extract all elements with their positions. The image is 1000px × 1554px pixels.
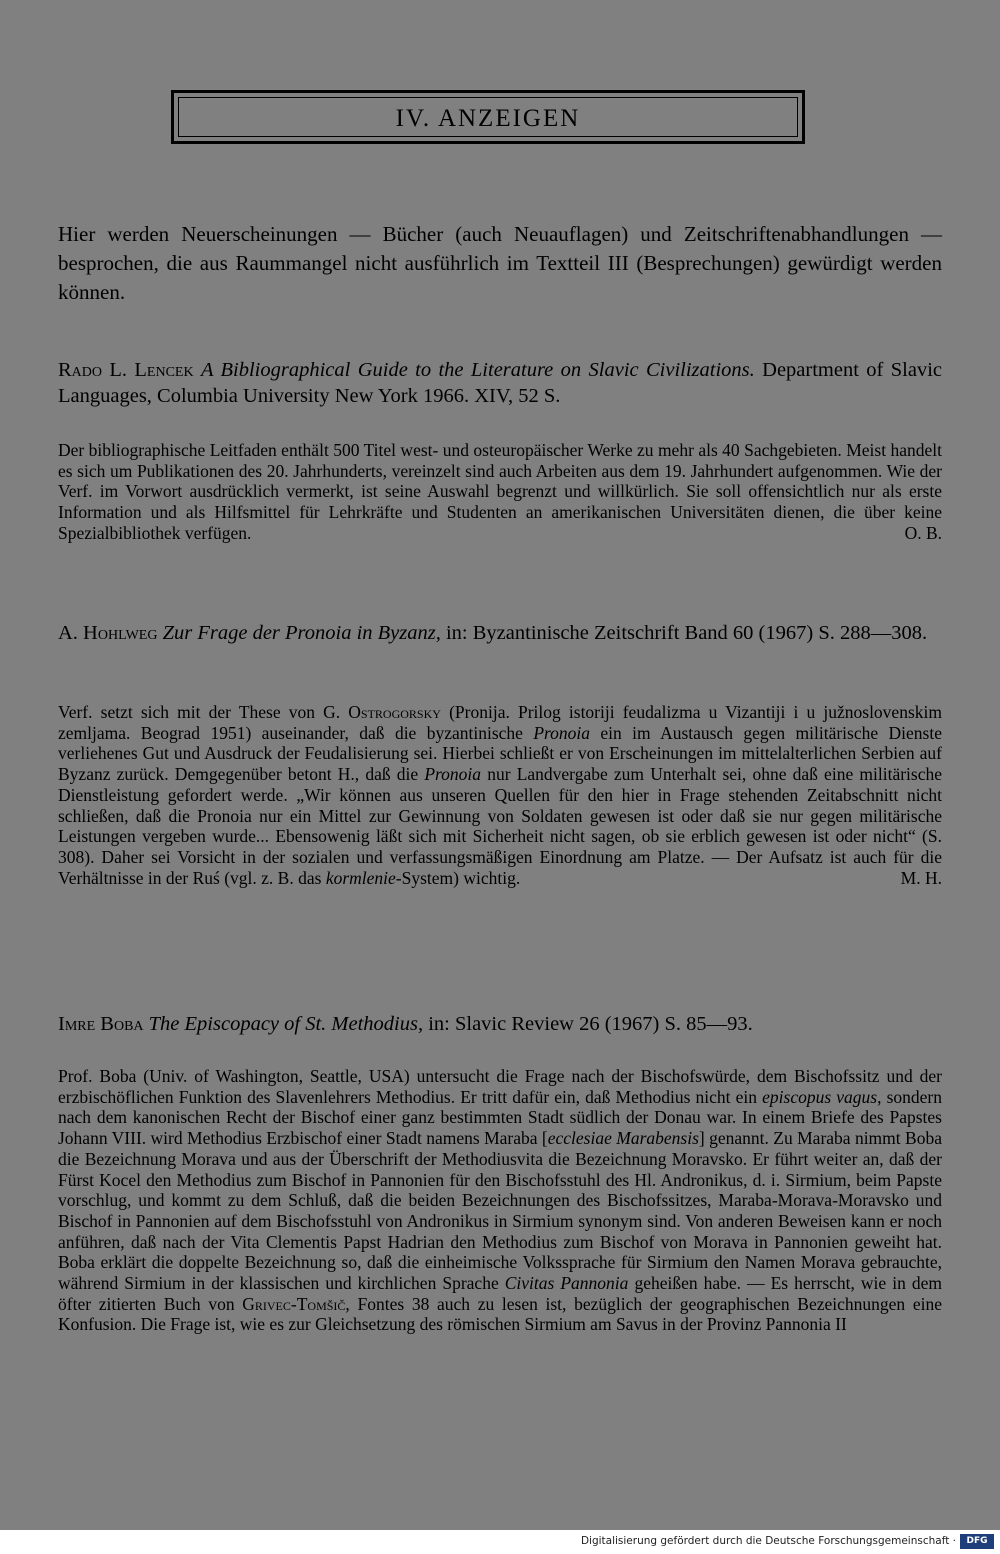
entry-2-publication: in: Byzantinische Zeitschrift Band 60 (1967) S. 288—308. <box>445 622 928 644</box>
footer-bar <box>0 1530 1000 1554</box>
section-heading-box <box>171 90 805 144</box>
entry-1-signature: O. B. <box>904 522 942 543</box>
entry-2-text-5: ein im Austausch gegen militärische Dienste verliehenes Gut und Ausdruck der Feudalisierung sei. Hierbei schließt er von Erscheinungen im mittelalterlichen Serbien auf Byzanz zurück. Demgegenüber betont H., daß die <box>58 722 942 785</box>
entry-3-text-7: geheißen habe. — Es herrscht, wie in dem öfter zitierten Buch von <box>58 1273 942 1314</box>
entry-2-text-9: -System) wichtig. <box>395 867 521 888</box>
entry-2-signature: M. H. <box>900 867 942 888</box>
entry-2-text-3: (Pronija. Prilog istoriji feudalizma u Vizantiji i u južnoslovenskim zemljama. Beograd 1951) auseinander, daß die byzantinische <box>58 702 942 743</box>
entry-3-body <box>58 1066 942 1335</box>
entry-3-heading <box>58 1011 942 1037</box>
entry-1-author: Rado L. Lencek <box>58 359 194 381</box>
entry-2-author: A. Hohlweg <box>58 622 158 644</box>
entry-2-title: Zur Frage der Pronoia in Byzanz, <box>162 622 441 644</box>
entry-3-text-4: ecclesiae Marabensis <box>547 1128 699 1149</box>
entry-3-text-3: , sondern nach dem kanonischen Recht der Bischof einer ganz bestimmten Stadt südlich der Donau war. In einem Briefe des Papstes Johann VIII. wird Methodius Erzbischof einer Stadt namens Maraba [ <box>58 1086 943 1149</box>
entry-2-text-8: kormlenie <box>325 867 396 888</box>
footer-funding-text: Digitalisierung gefördert durch die Deutsche Forschungsgemeinschaft · <box>580 1535 956 1547</box>
entry-3-text-9: , Fontes 38 auch zu lesen ist, bezüglich der geographischen Bezeichnungen eine Konfusion. Die Frage ist, wie es zur Gleichsetzung des römischen Sirmium am Savus in der Provinz Pannonia II <box>58 1293 942 1335</box>
entry-1-body <box>58 440 942 544</box>
intro-paragraph: Hier werden Neuerscheinungen — Bücher (auch Neuauflagen) und Zeitschriftenabhandlungen — besprochen, die aus Raummangel nicht ausführlich im Textteil III (Besprechungen) gewürdigt werden können. <box>58 222 942 304</box>
entry-3-text-5: ] genannt. Zu Maraba nimmt Boba die Bezeichnung Morava und aus der Überschrift der Methodiusvita die Bezeichnung Moravsko. Er führt weiter an, daß der Fürst Kocel den Methodius zum Bischof in Pannonien für den Bischofsstuhl des Hl. Andronikus, d. i. Sirmium, beim Papste vorschlug, und kommt zu dem Schluß, daß die beiden Bezeichnungen des Bischofssitzes, Maraba-Morava-Moravsko und Bischof in Pannonien auf dem Bischofsstuhl von Andronikus in Sirmium synonym sind. Von anderen Beweisen kann er noch anführen, daß nach der Vita Clementis Papst Hadrian den Methodius zum Bischof von Morava in Pannonien geweiht hat. Boba erklärt die doppelte Bezeichnung so, daß die einheimische Volkssprache für Sirmium den Namen Morava gebrauchte, während Sirmium in der klassischen und kirchlichen Sprache <box>58 1128 942 1294</box>
section-heading: IV. ANZEIGEN <box>395 105 581 132</box>
entry-3-text-1: Prof. Boba (Univ. of Washington, Seattle, USA) untersucht die Frage nach der Bischofswürde, dem Bischofssitz und der erzbischöflichen Funktion des Slavenlehrers Methodius. Er tritt dafür ein, daß Methodius nicht ein <box>58 1066 942 1107</box>
entry-1-title: A Bibliographical Guide to the Literature on Slavic Civilizations. <box>200 359 755 381</box>
entry-1-publication: Department of Slavic Languages, Columbia University New York 1966. XIV, 52 S. <box>58 359 942 407</box>
entry-3-text-6: Civitas Pannonia <box>504 1273 629 1294</box>
dfg-logo: DFG <box>960 1534 994 1549</box>
entry-2-text-4: Pronoia <box>533 722 591 743</box>
entry-1-text: Der bibliographische Leitfaden enthält 500 Titel west- und osteuropäischer Werke zu mehr als 40 Sachgebieten. Meist handelt es sich um Publikationen des 20. Jahrhunderts, vereinzelt sind auch Arbeiten aus dem 19. Jahrhundert aufgenommen. Wie der Verf. im Vorwort ausdrücklich vermerkt, ist seine Auswahl begrenzt und willkürlich. Sie soll offensichtlich nur als erste Information und als Hilfsmittel für Lehrkräfte und Studenten an amerikanischen Universitäten dienen, die über keine Spezialbibliothek verfügen. <box>58 440 942 543</box>
entry-3-author: Imre Boba <box>58 1013 144 1035</box>
entry-3-text-8: Grivec-Tomšič <box>242 1293 346 1314</box>
entry-3-title: The Episcopacy of St. Methodius, <box>148 1013 424 1035</box>
entry-2-text-6: Pronoia <box>424 764 482 785</box>
entry-2-heading <box>58 620 942 646</box>
entry-2-text-7: nur Landvergabe zum Unterhalt sei, ohne daß eine militärische Dienstleistung gefordert werde. „Wir können aus unseren Quellen für den hier in Frage stehenden Zeitabschnitt nicht schließen, daß die Pronoia nur ein Mittel zur Gewinnung von Soldaten gewesen ist oder daß sie nur gegen militärische Leistungen vergeben wurde... Ebensowenig läßt sich mit Sicherheit nicht sagen, ob sie erblich gewesen ist oder nicht“ (S. 308). Daher sei Vorsicht in der sozialen und verfassungsmäßigen Einordnung am Platze. — Der Aufsatz ist auch für die Verhältnisse in der Ruś (vgl. z. B. das <box>58 764 942 888</box>
entry-2-text-2: Ostrogorsky <box>348 702 441 722</box>
entry-3-text-2: episcopus vagus <box>762 1086 878 1107</box>
entry-2-body <box>58 702 942 888</box>
entry-1-heading <box>58 357 942 409</box>
entry-2-text-1: Verf. setzt sich mit der These von G. <box>58 702 349 722</box>
entry-3-publication: in: Slavic Review 26 (1967) S. 85—93. <box>428 1013 753 1035</box>
